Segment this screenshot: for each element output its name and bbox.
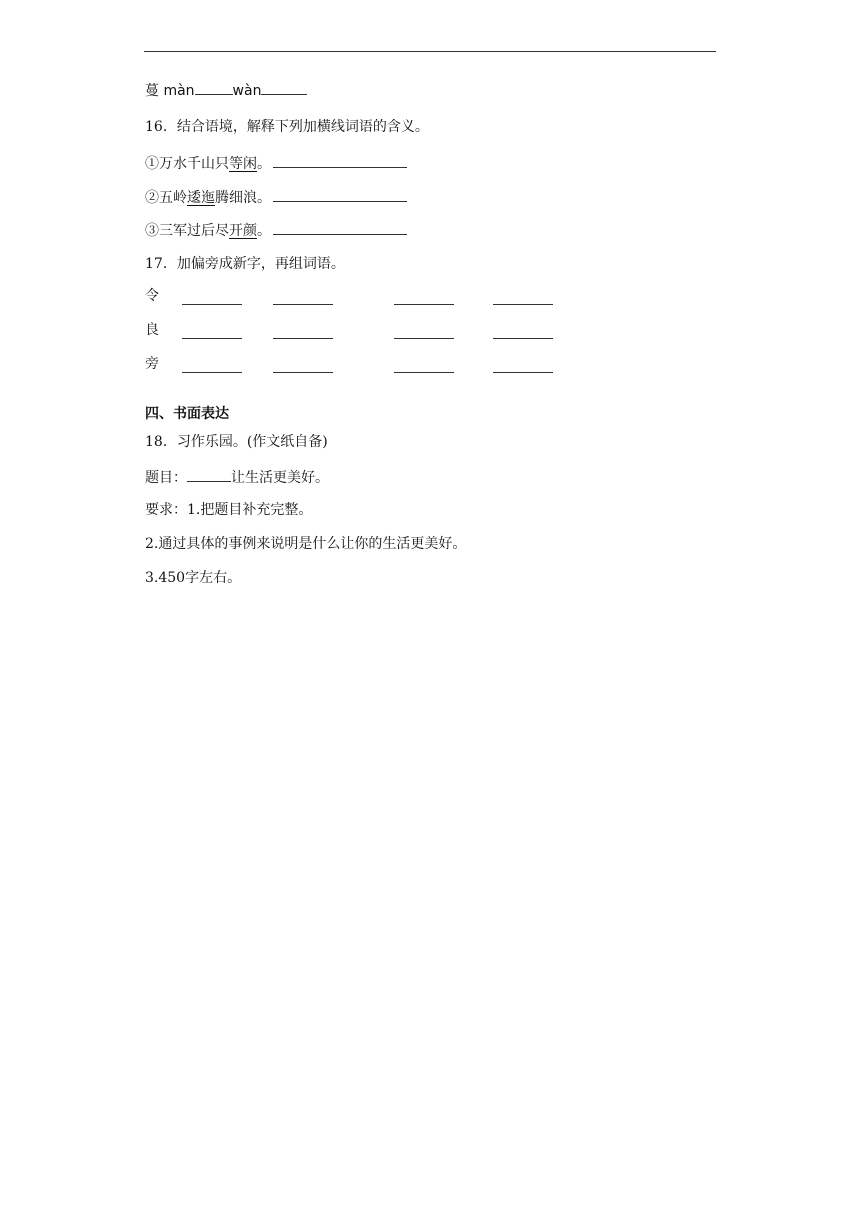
q18-requirement-3: 3.450字左右。 xyxy=(145,570,242,586)
new-char-blank[interactable] xyxy=(394,338,454,339)
word-blank[interactable] xyxy=(493,304,553,305)
word-blank[interactable] xyxy=(493,338,553,339)
underlined-word: 开颜 xyxy=(229,223,257,239)
underlined-word: 等闲 xyxy=(229,156,257,172)
q16-item-2 xyxy=(145,187,407,207)
word-blank[interactable] xyxy=(273,338,333,339)
q16-item-3 xyxy=(145,220,407,240)
title-prefix: 题目： xyxy=(145,470,187,486)
answer-blank-3[interactable] xyxy=(273,220,407,235)
pinyin-man-blank[interactable] xyxy=(195,80,233,95)
word-blank[interactable] xyxy=(493,372,553,373)
pinyin-wan-blank[interactable] xyxy=(261,80,307,95)
item-text-before: 三军过后尽 xyxy=(159,223,229,239)
item-number: ③ xyxy=(145,223,159,239)
item-text-before: 五岭 xyxy=(159,190,187,206)
answer-blank-2[interactable] xyxy=(273,187,407,202)
new-char-blank[interactable] xyxy=(182,338,242,339)
word-blank[interactable] xyxy=(273,372,333,373)
section-heading: 四、书面表达 xyxy=(145,406,229,422)
q16-stem: 16．结合语境，解释下列加横线词语的含义。 xyxy=(145,119,429,135)
new-char-blank[interactable] xyxy=(182,304,242,305)
item-text-before: 万水千山只 xyxy=(159,156,229,172)
answer-blank-1[interactable] xyxy=(273,153,407,168)
underlined-word: 逶迤 xyxy=(187,190,215,206)
header-rule xyxy=(144,51,716,52)
pinyin-wan: wàn xyxy=(232,83,262,99)
q18-requirement-2: 2.通过具体的事例来说明是什么让你的生活更美好。 xyxy=(145,536,467,552)
q15-polyphone-line xyxy=(145,80,307,100)
radical-char-2: 良 xyxy=(145,322,159,338)
item-text-after: 。 xyxy=(257,223,271,239)
title-blank[interactable] xyxy=(187,467,231,482)
new-char-blank[interactable] xyxy=(394,372,454,373)
item-text-after: 腾细浪。 xyxy=(215,190,271,206)
q18-stem: 18．习作乐园。(作文纸自备) xyxy=(145,434,328,450)
q17-stem: 17．加偏旁成新字，再组词语。 xyxy=(145,256,345,272)
new-char-blank[interactable] xyxy=(394,304,454,305)
q18-requirement-1: 要求：1.把题目补充完整。 xyxy=(145,502,313,518)
word-blank[interactable] xyxy=(273,304,333,305)
q16-item-1 xyxy=(145,153,407,173)
item-text-after: 。 xyxy=(257,156,271,172)
radical-char-1: 令 xyxy=(145,288,159,304)
title-suffix: 让生活更美好。 xyxy=(231,470,329,486)
q18-title-line xyxy=(145,467,329,487)
item-number: ① xyxy=(145,156,159,172)
polyphone-char: 蔓 xyxy=(145,83,159,99)
radical-char-3: 旁 xyxy=(145,356,159,372)
pinyin-man: màn xyxy=(163,83,195,99)
new-char-blank[interactable] xyxy=(182,372,242,373)
item-number: ② xyxy=(145,190,159,206)
